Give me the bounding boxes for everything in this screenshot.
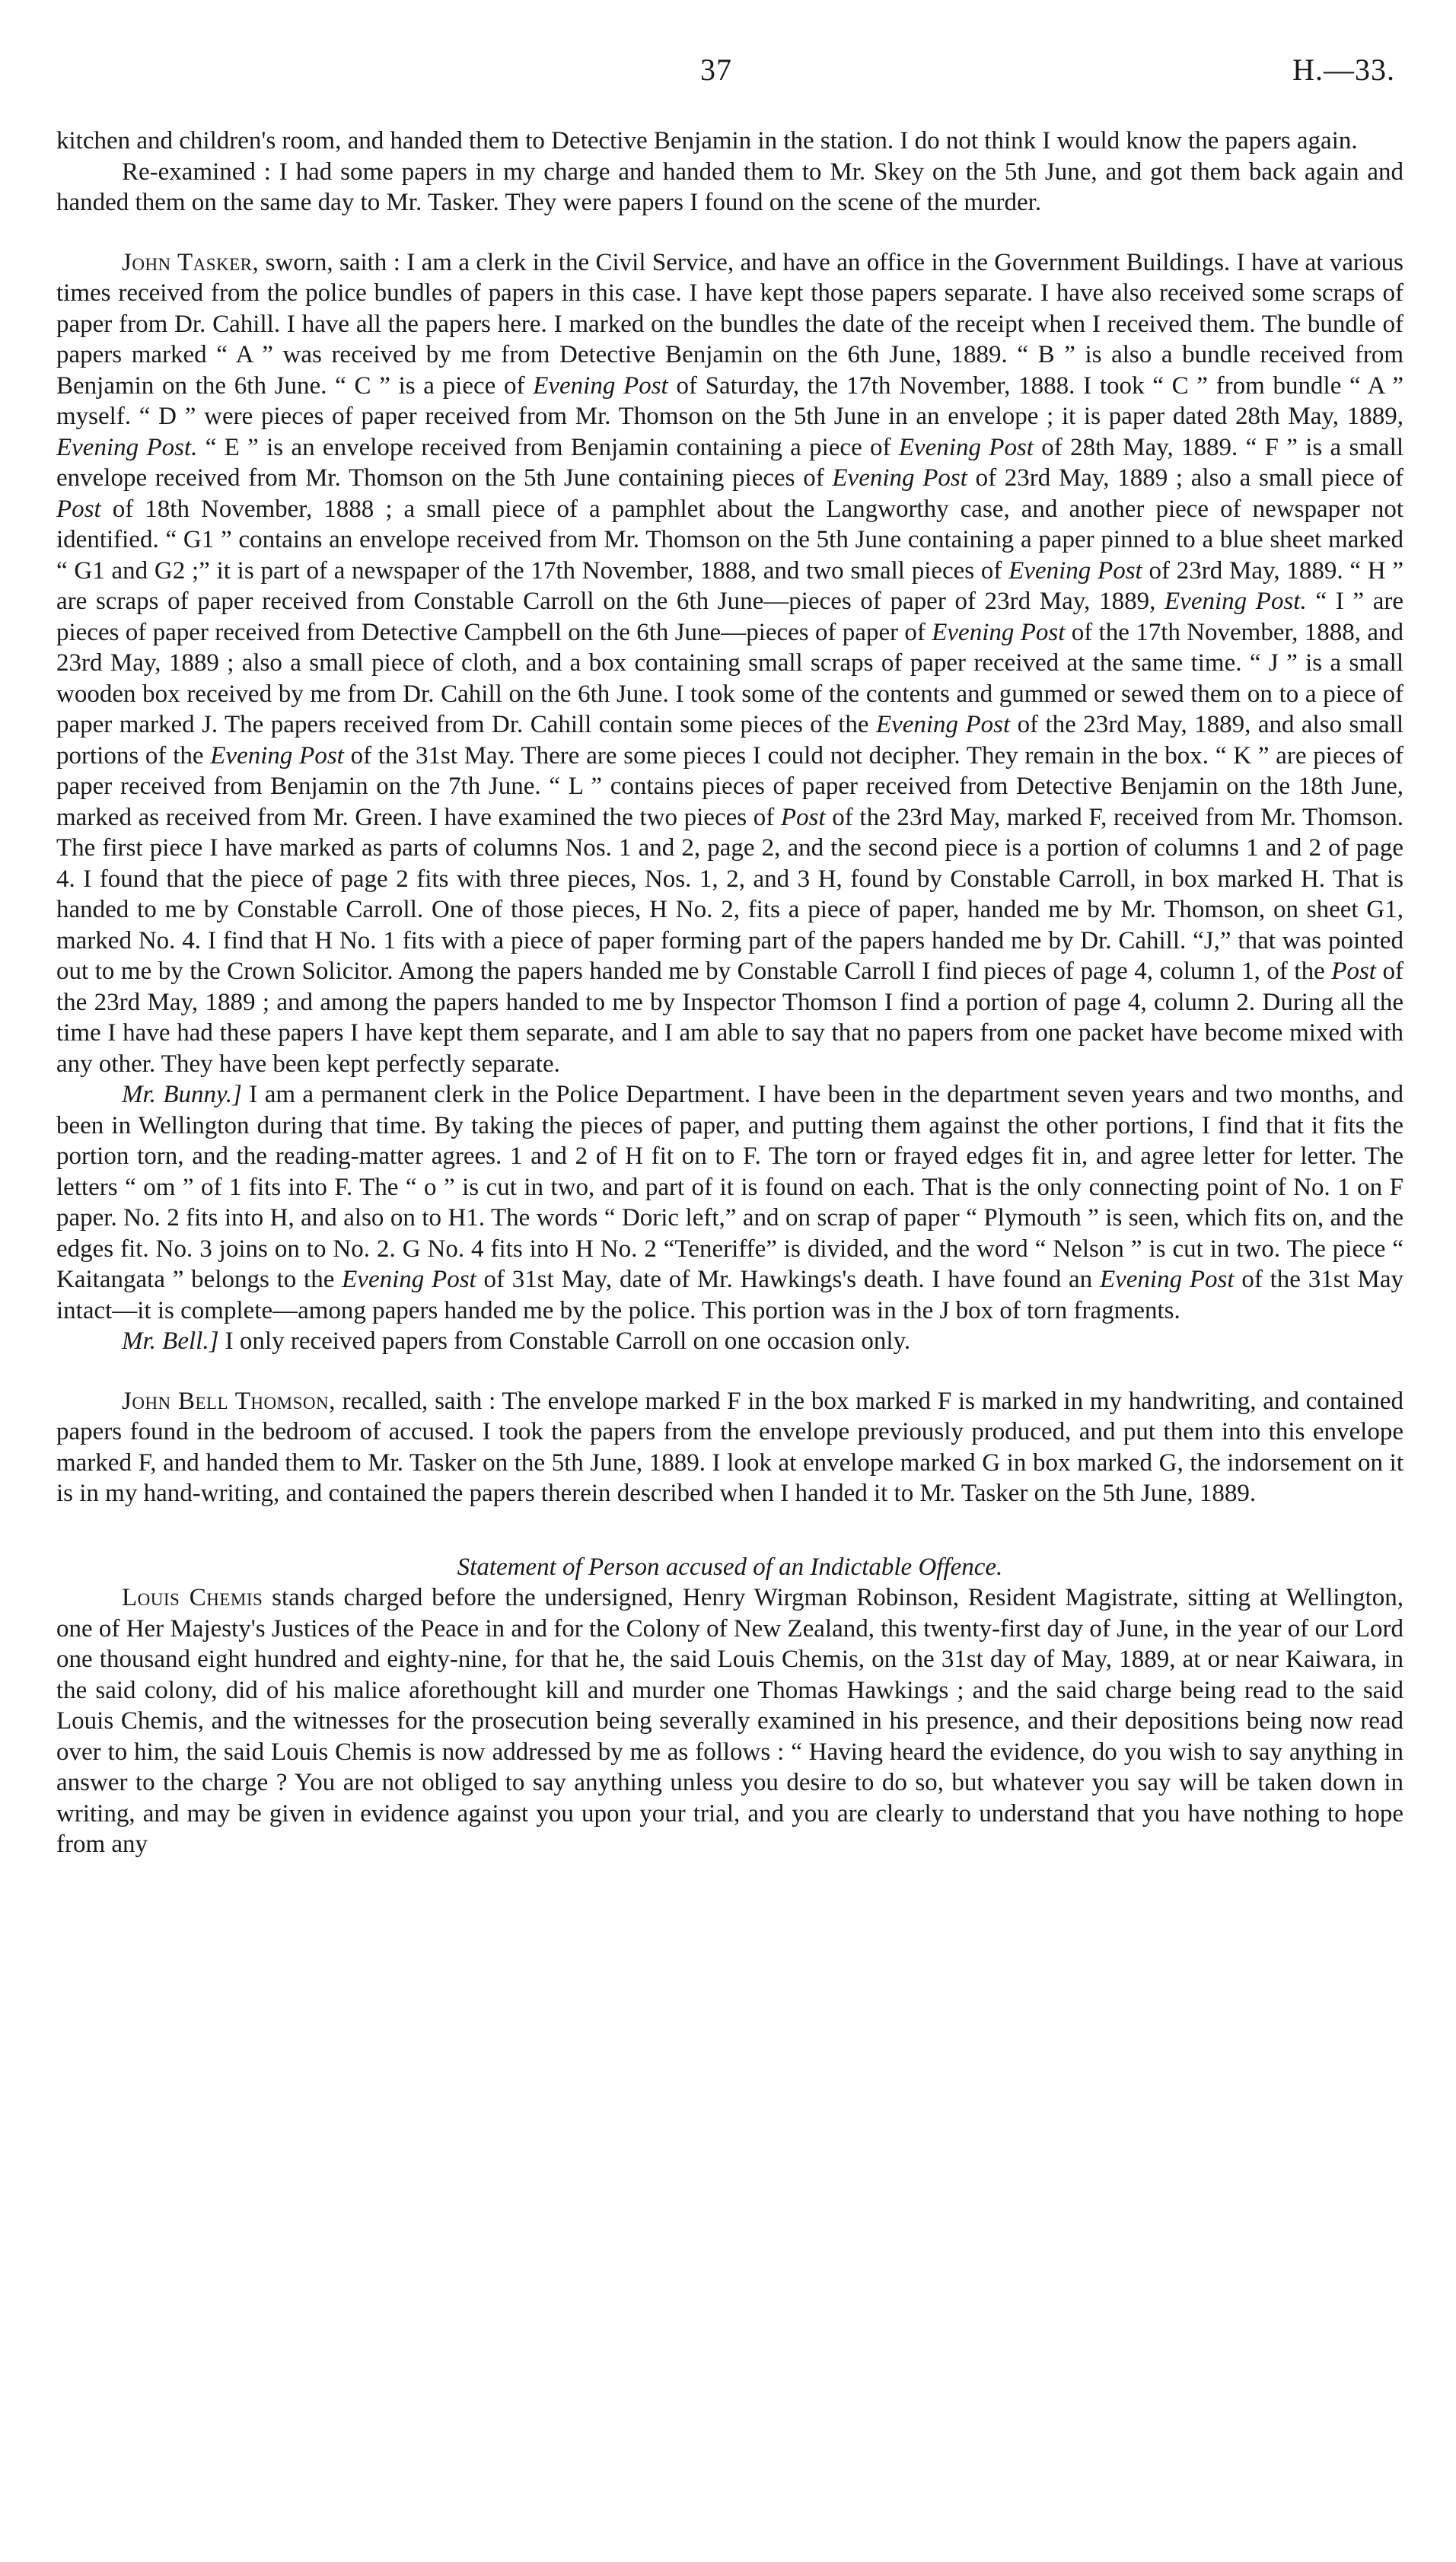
witness-name: John Tasker,: [122, 248, 260, 276]
paragraph-mr-bell: Mr. Bell.] I only received papers from Constable Carroll on one occasion only.: [122, 1327, 911, 1355]
examiner-lead: Mr. Bell.]: [122, 1327, 219, 1355]
page-number: 37: [700, 53, 732, 87]
examiner-lead: Mr. Bunny.]: [122, 1081, 242, 1108]
page-header: [0, 52, 1456, 97]
witness-name: John Bell Thomson,: [122, 1387, 336, 1415]
paragraph-continuation: kitchen and children's room, and handed them to Detective Benjamin in the station. I do not think I would know the papers again.: [56, 127, 1358, 155]
section-title: Statement of Person accused of an Indictable Offence.: [457, 1553, 1003, 1581]
paragraph-re-examined: Re-examined : I had some papers in my charge and handed them to Mr. Skey on the 5th June, and got them back again and handed them on the same day to Mr. Tasker. They were papers I found on the scene of the murder.: [56, 158, 1403, 216]
paragraph-statement: Louis Chemis stands charged before the undersigned, Henry Wirgman Robinson, Resident Magistrate, sitting at Wellington, one of Her Majesty's Justices of the Peace in and for the Colony of New Zealand, this twenty-first day of June, in the year of our Lord one thousand eight hundred and eighty-nine, for that he, the said Louis Chemis, on the 31st day of May, 1889, at or near Kaiwara, in the said colony, did of his malice aforethought kill and murder one Thomas Hawkings ; and the said charge being read to the said Louis Chemis, and the witnesses for the prosecution being severally examined in his presence, and their depositions being now read over to him, the said Louis Chemis is now addressed by me as follows : “ Having heard the evidence, do you wish to say anything in answer to the charge ? You are not obliged to say anything unless you desire to do so, but whatever you say will be taken down in writing, and may be given in evidence against you upon your trial, and you are clearly to understand that you have nothing to hope from any: [56, 1584, 1403, 1858]
document-body: [56, 126, 1403, 1860]
accused-name: Louis Chemis: [122, 1584, 263, 1611]
paragraph-mr-bunny: Mr. Bunny.] I am a permanent clerk in the Police Department. I have been in the department seven years and two months, and been in Wellington during that time. By taking the pieces of paper, and putting them against the other portions, I find that it fits the portion torn, and the reading-matter agrees. 1 and 2 of H fit on to F. The torn or frayed edges fit in, and agree letter for letter. The letters “ om ” of 1 fits into F. The “ o ” is cut in two, and part of it is found on each. That is the only connecting point of No. 1 on F paper. No. 2 fits into H, and also on to H1. The words “ Doric left,” and on scrap of paper “ Plymouth ” is seen, which fits on, and the edges fit. No. 3 joins on to No. 2. G No. 4 fits into H No. 2 “Teneriffe” is divided, and the word “ Nelson ” is cut in two. The piece “ Kaitangata ” belongs to the Evening Post of 31st May, date of Mr. Hawkings's death. I have found an Evening Post of the 31st May intact—it is complete—among papers handed me by the police. This portion was in the J box of torn fragments.: [56, 1081, 1403, 1324]
paragraph-tasker-testimony: John Tasker, sworn, saith : I am a clerk in the Civil Service, and have an office in the Government Buildings. I have at various times received from the police bundles of papers in this case. I have kept those papers separate. I have also received some scraps of paper from Dr. Cahill. I have all the papers here. I marked on the bundles the date of the receipt when I received them. The bundle of papers marked “ A ” was received by me from Detective Benjamin on the 6th June, 1889. “ B ” is also a bundle received from Benjamin on the 6th June. “ C ” is a piece of Evening Post of Saturday, the 17th November, 1888. I took “ C ” from bundle “ A ” myself. “ D ” were pieces of paper received from Mr. Thomson on the 5th June in an envelope ; it is paper dated 28th May, 1889, Evening Post. “ E ” is an envelope received from Benjamin containing a piece of Evening Post of 28th May, 1889. “ F ” is a small envelope received from Mr. Thomson on the 5th June containing pieces of Evening Post of 23rd May, 1889 ; also a small piece of Post of 18th November, 1888 ; a small piece of a pamphlet about the Langworthy case, and another piece of newspaper not identified. “ G1 ” contains an envelope received from Mr. Thomson on the 5th June containing a paper pinned to a blue sheet marked “ G1 and G2 ;” it is part of a newspaper of the 17th November, 1888, and two small pieces of Evening Post of 23rd May, 1889. “ H ” are scraps of paper received from Constable Carroll on the 6th June—pieces of paper of 23rd May, 1889, Evening Post. “ I ” are pieces of paper received from Detective Campbell on the 6th June—pieces of paper of Evening Post of the 17th November, 1888, and 23rd May, 1889 ; also a small piece of cloth, and a box containing small scraps of paper received at the same time. “ J ” is a small wooden box received by me from Dr. Cahill on the 6th June. I took some of the contents and gummed or sewed them on to a piece of paper marked J. The papers received from Dr. Cahill contain some pieces of the Evening Post of the 23rd May, 1889, and also small portions of the Evening Post of the 31st May. There are some pieces I could not decipher. They remain in the box. “ K ” are pieces of paper received from Benjamin on the 7th June. “ L ” contains pieces of paper received from Detective Benjamin on the 18th June, marked as received from Mr. Green. I have examined the two pieces of Post of the 23rd May, marked F, received from Mr. Thomson. The first piece I have marked as parts of columns Nos. 1 and 2, page 2, and the second piece is a portion of columns 1 and 2 of page 4. I found that the piece of page 2 fits with three pieces, Nos. 1, 2, and 3 H, found by Constable Carroll, in box marked H. That is handed to me by Constable Carroll. One of those pieces, H No. 2, fits a piece of paper, handed me by Mr. Thomson, on sheet G1, marked No. 4. I find that H No. 1 fits with a piece of paper forming part of the papers handed me by Dr. Cahill. “J,” that was pointed out to me by the Crown Solicitor. Among the papers handed me by Constable Carroll I find pieces of page 4, column 1, of the Post of the 23rd May, 1889 ; and among the papers handed to me by Inspector Thomson I find a portion of page 4, column 2. During all the time I have had these papers I have kept them separate, and I am able to say that no papers from one packet have become mixed with any other. They have been kept perfectly separate.: [56, 248, 1404, 1078]
paragraph-thomson-testimony: John Bell Thomson, recalled, saith : The envelope marked F in the box marked F is marked in my handwriting, and contained papers found in the bedroom of accused. I took the papers from the envelope previously produced, and put them into this envelope marked F, and handed them to Mr. Tasker on the 5th June, 1889. I look at envelope marked G in box marked G, the indorsement on it is in my hand-writing, and contained the papers therein described when I handed it to Mr. Tasker on the 5th June, 1889.: [56, 1387, 1403, 1507]
paper-reference: H.—33.: [1292, 53, 1395, 87]
